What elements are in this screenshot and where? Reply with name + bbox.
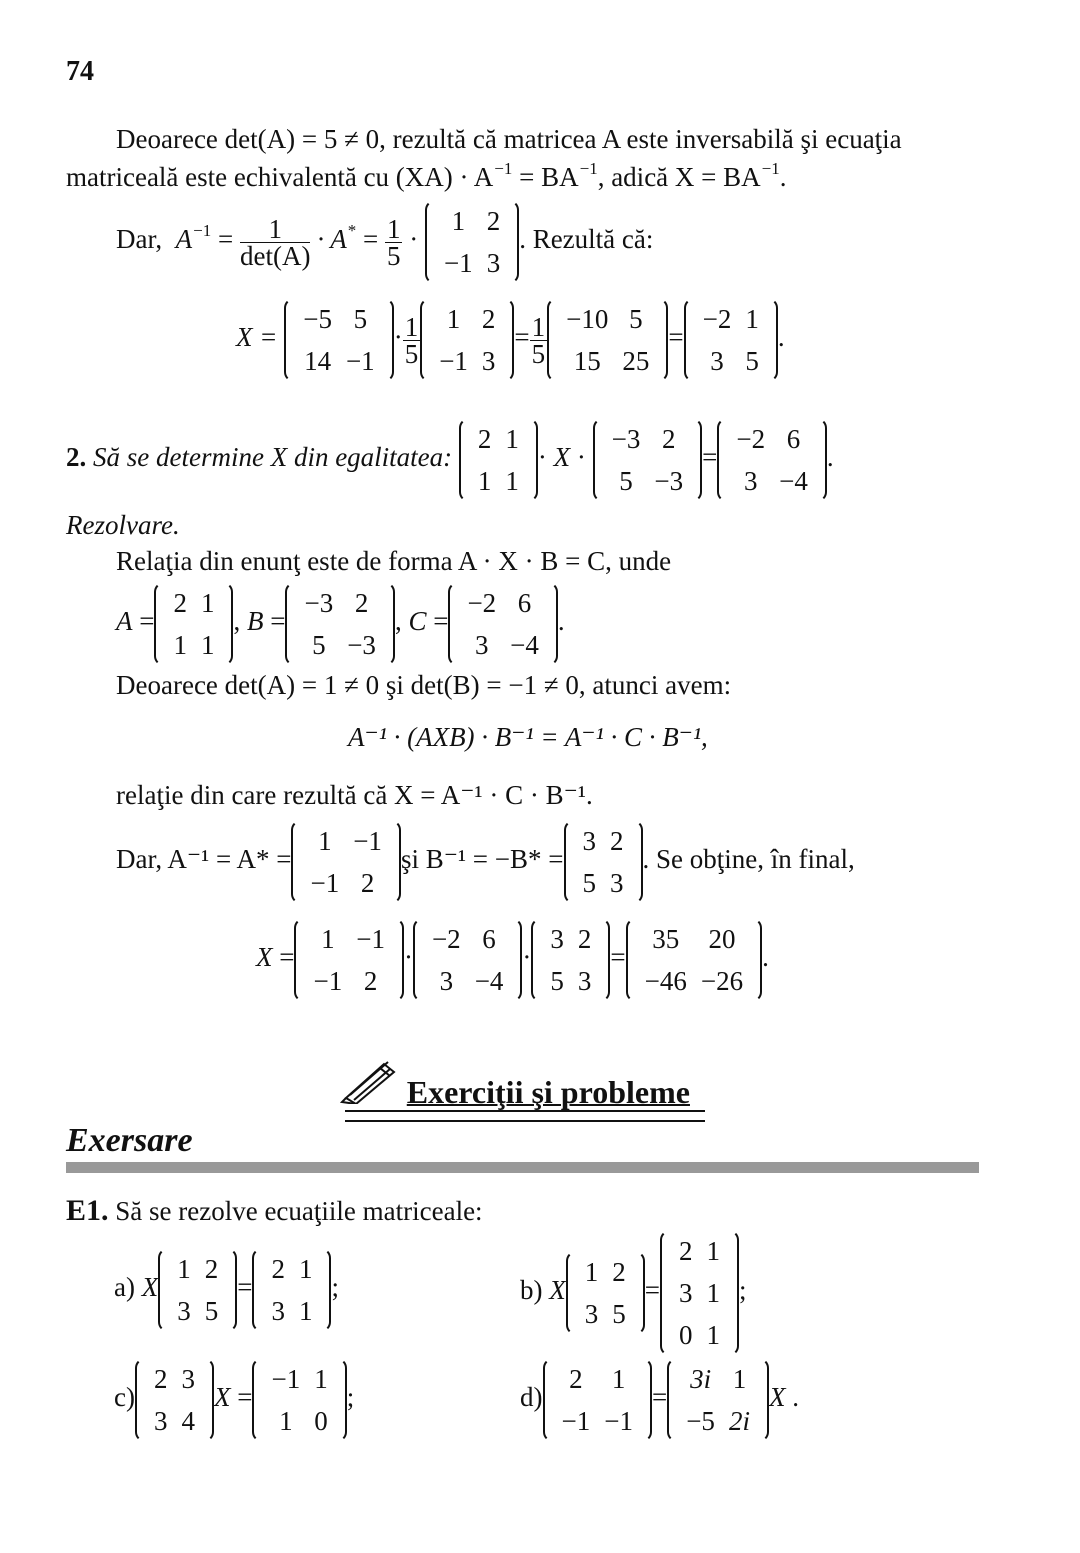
page-number: 74 <box>66 56 94 87</box>
matrix: 2 1 3 1 <box>252 1248 331 1332</box>
matrix: −3 2 5 −3 <box>593 418 702 502</box>
exercise-E1-statement: E1. Să se rezolve ecuaţiile matriceale: <box>66 1194 483 1227</box>
matrix: 2 3 3 4 <box>135 1358 214 1442</box>
fraction: $\frac{1}{5}$ <box>386 213 401 271</box>
exercise-E1-c: c) 2 3 3 4 X = −1 1 1 0 ; <box>114 1358 354 1442</box>
paragraph-line: Relaţia din enunţ este de forma A · X · B = C, unde <box>116 546 672 576</box>
inverse-formula: Dar, $A^{-1}$ = $\frac{1}{\det(A)}$ · A* = $\frac{1}{5}$ · 1 2 −1 3 . Rezultă că: <box>116 200 653 284</box>
matrix: −2 6 3 −4 <box>717 418 826 502</box>
fraction: $\frac{1}{\det(A)}$ <box>239 213 311 271</box>
result-equation: X = −5 5 14 −1 · $\frac{1}{5}$ 1 2 −1 3 = $\frac{1}{5}$ −10 5 15 25 = −2 1 3 5 . <box>236 298 785 382</box>
paragraph-line: Deoarece det(A) = 1 ≠ 0 şi det(B) = −1 ≠ 0, atunci avem: <box>116 670 732 700</box>
gray-divider <box>66 1162 979 1173</box>
section-title: Exerciţii şi probleme <box>406 1074 690 1110</box>
inverse-matrices: Dar, A⁻¹ = A* = 1 −1 −1 2 şi B⁻¹ = −B* = 3 2 5 3 . Se obţine, în final, <box>116 820 855 904</box>
matrices-definition: A = 2 1 1 1 , B = −3 2 5 −3 , C = −2 6 3 −4 . <box>116 582 565 666</box>
matrix: −2 6 3 −4 <box>448 582 557 666</box>
matrix: −5 5 14 −1 <box>284 298 393 382</box>
double-underline <box>345 1110 705 1122</box>
section-heading <box>340 1058 690 1111</box>
matrix: 3i 1 −5 2i <box>667 1358 769 1442</box>
matrix: 35 20 −46 −26 <box>626 918 762 1002</box>
matrix: 2 1 −1 −1 <box>543 1358 652 1442</box>
matrix: 1 2 −1 3 <box>420 298 514 382</box>
paragraph-line: Deoarece det(A) = 5 ≠ 0, rezultă că matricea A este inversabilă şi ecuaţia <box>116 124 902 154</box>
final-result-equation: X = 1 −1 −1 2 · −2 6 3 −4 · 3 2 5 3 = 35 20 −46 −26 . <box>256 918 769 1002</box>
centered-equation: A⁻¹ · (AXB) · B⁻¹ = A⁻¹ · C · B⁻¹, <box>348 722 708 752</box>
matrix: 1 2 −1 3 <box>425 200 519 284</box>
paragraph-line: relaţie din care rezultă că X = A⁻¹ · C · B⁻¹. <box>116 780 593 810</box>
matrix: 2 1 3 1 0 1 <box>660 1230 739 1356</box>
subsection-title: Exersare <box>66 1122 193 1159</box>
matrix: 2 1 1 1 <box>154 582 233 666</box>
problem-2-statement: 2. Să se determine X din egalitatea: 2 1 1 1 · X · −3 2 5 −3 = −2 6 3 −4 . <box>66 418 834 502</box>
paragraph-line: matriceală este echivalentă cu $(XA) \cdot A^{-1} = BA^{-1}$, adică $X = BA^{-1}$. <box>66 159 787 192</box>
matrix: −1 1 1 0 <box>252 1358 346 1442</box>
exercise-E1-a: a) X 1 2 3 5 = 2 1 3 1 ; <box>114 1248 339 1332</box>
fraction: $\frac{1}{5}$ <box>531 311 546 369</box>
matrix: 1 2 3 5 <box>566 1251 645 1335</box>
matrix: 1 −1 −1 2 <box>294 918 403 1002</box>
matrix: 3 2 5 3 <box>564 820 643 904</box>
matrix: 3 2 5 3 <box>531 918 610 1002</box>
matrix: 1 2 3 5 <box>158 1248 237 1332</box>
matrix: 2 1 1 1 <box>459 418 538 502</box>
fraction: $\frac{1}{5}$ <box>404 311 419 369</box>
matrix: −2 1 3 5 <box>684 298 778 382</box>
exercise-E1-b: b) X 1 2 3 5 = 2 1 3 1 0 1 ; <box>520 1230 747 1356</box>
rezolvare-label: Rezolvare. <box>66 510 180 540</box>
matrix: −3 2 5 −3 <box>285 582 394 666</box>
pencil-icon <box>340 1058 400 1111</box>
matrix: −10 5 15 25 <box>547 298 668 382</box>
exercise-E1-d: d) 2 1 −1 −1 = 3i 1 −5 2i X . <box>520 1358 799 1442</box>
matrix: −2 6 3 −4 <box>413 918 522 1002</box>
matrix: 1 −1 −1 2 <box>291 820 400 904</box>
